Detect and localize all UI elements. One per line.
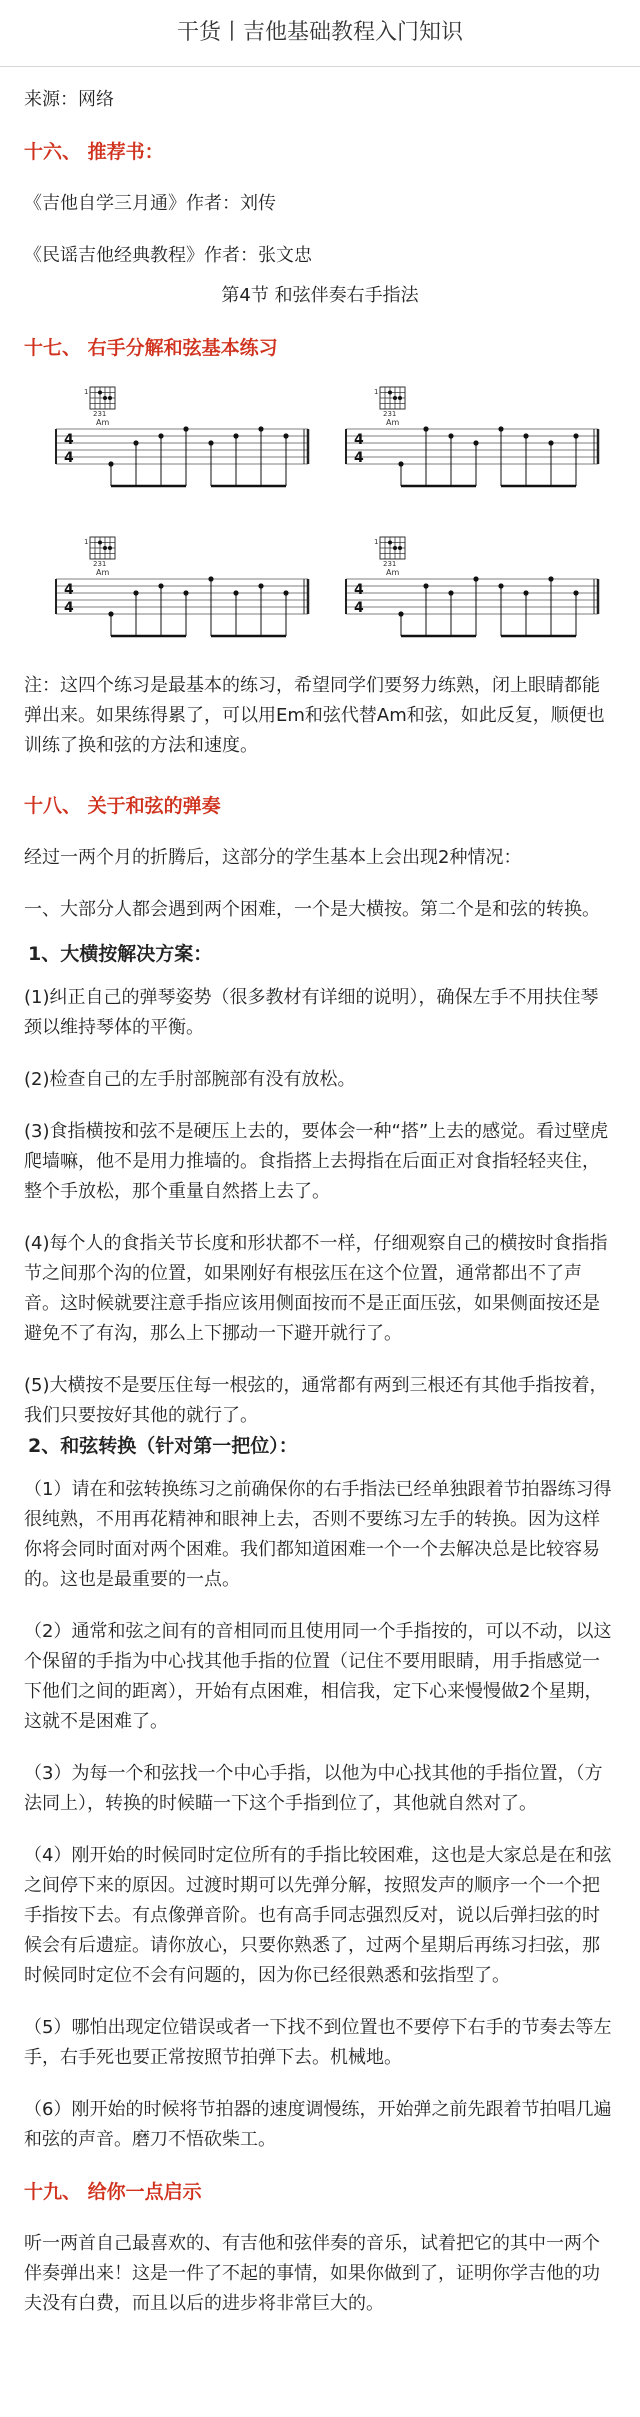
time-signature-top: 4	[64, 582, 74, 598]
chord-dot	[388, 541, 392, 545]
tab-exercises	[16, 363, 624, 653]
time-signature-bottom: 4	[64, 600, 74, 616]
time-signature-top: 4	[354, 432, 364, 448]
chord-fret-number: 1	[84, 538, 89, 546]
chord-dot	[108, 546, 112, 550]
barre-tip-1: (1)纠正自己的弹琴姿势（很多教材有详细的说明），确保左手不用扶住琴颈以维持琴体的平衡。	[24, 987, 599, 1038]
tab-exercise-2	[336, 385, 606, 510]
section-19-text: 听一两首自己最喜欢的、有吉他和弦伴奏的音乐，试着把它的其中一两个伴奏弹出来！这是一件了不起的事情，如果你做到了，证明你学吉他的功夫没有白费，而且以后的进步将非常巨大的。	[24, 2233, 600, 2314]
change-tip-2: （2）通常和弦之间有的音相同而且使用同一个手指按的，可以不动，以这个保留的手指为中心找其他手指的位置（记住不要用眼睛，用手指感觉一下他们之间的距离），开始有点困难，相信我，定下心来慢慢做2个星期，这就不是困难了。	[24, 1621, 612, 1732]
chord-dot	[108, 396, 112, 400]
change-tip-5: （5）哪怕出现定位错误或者一下找不到位置也不要停下右手的节奏去等左手，右手死也要正常按照节拍弹下去。机械地。	[24, 2017, 612, 2068]
chord-diagram-am	[374, 387, 405, 427]
book-item-2: 《民谣吉他经典教程》作者：张文忠	[24, 245, 312, 266]
chord-name: Am	[96, 418, 110, 427]
barre-tip-4: (4)每个人的食指关节长度和形状都不一样，仔细观察自己的横按时食指指节之间那个沟的位置，如果刚好有根弦压在这个位置，通常都出不了声音。这时候就要注意手指应该用侧面按而不是正面压弦，如果侧面按还是避免不了有沟，那么上下挪动一下避开就行了。	[24, 1233, 608, 1344]
time-signature-bottom: 4	[354, 600, 364, 616]
source-line: 来源：网络	[24, 89, 114, 110]
chord-dot	[98, 541, 102, 545]
change-tip-6: （6）刚开始的时候将节拍器的速度调慢练，开始弹之前先跟着节拍唱几遍和弦的声音。磨刀不悟砍柴工。	[24, 2099, 612, 2150]
chord-fret-number: 1	[84, 388, 89, 396]
time-signature-top: 4	[64, 432, 74, 448]
chord-dot	[103, 546, 107, 550]
time-signature-top: 4	[354, 582, 364, 598]
subheading-barre: 1、大横按解决方案：	[28, 943, 213, 965]
chord-dot	[393, 396, 397, 400]
chord-diagram-am	[84, 537, 115, 577]
barre-tip-2: (2)检查自己的左手肘部腕部有没有放松。	[24, 1069, 356, 1090]
lesson-title: 第4节 和弦伴奏右手指法	[221, 285, 419, 306]
chord-dot	[398, 546, 402, 550]
chord-dot	[98, 391, 102, 395]
section-18-intro-2: 一、大部分人都会遇到两个困难，一个是大横按。第二个是和弦的转换。	[24, 899, 600, 920]
chord-dot	[398, 396, 402, 400]
chord-fret-number: 1	[374, 538, 379, 546]
chord-fingering: 231	[383, 410, 397, 418]
section-16-heading: 十六、 推荐书：	[24, 141, 164, 163]
tab-exercise-1	[46, 385, 316, 510]
chord-name: Am	[386, 568, 400, 577]
change-tip-4: （4）刚开始的时候同时定位所有的手指比较困难，这也是大家总是在和弦之间停下来的原因。过渡时期可以先弹分解，按照发声的顺序一个一个把手指按下去。有点像弹音阶。也有高手同志强烈反对，说以后弹扫弦的时候会有后遗症。请你放心，只要你熟悉了，过两个星期后再练习扫弦，那时候同时定位不会有问题的，因为你已经很熟悉和弦指型了。	[24, 1845, 612, 1986]
chord-name: Am	[96, 568, 110, 577]
change-tip-1: （1）请在和弦转换练习之前确保你的右手指法已经单独跟着节拍器练习得很纯熟，不用再花精神和眼神上去，否则不要练习左手的转换。因为这样你将会同时面对两个困难。我们都知道困难一个一个去解决总是比较容易的。这也是最重要的一点。	[24, 1479, 612, 1590]
chord-dot	[388, 391, 392, 395]
book-item-1: 《吉他自学三月通》作者：刘传	[24, 193, 276, 214]
barre-tip-5: (5)大横按不是要压住每一根弦的，通常都有两到三根还有其他手指按着，我们只要按好其他的就行了。	[24, 1375, 608, 1426]
change-tip-3: （3）为每一个和弦找一个中心手指，以他为中心找其他的手指位置，（方法同上），转换的时候瞄一下这个手指到位了，其他就自然对了。	[24, 1763, 603, 1814]
chord-dot	[393, 546, 397, 550]
tab-exercise-3	[46, 535, 316, 660]
chord-name: Am	[386, 418, 400, 427]
tab-exercise-4	[336, 535, 606, 660]
tab-staff-svg	[336, 535, 606, 660]
barre-tip-3: (3)食指横按和弦不是硬压上去的，要体会一种“搭”上去的感觉。看过壁虎爬墙嘛，他不是用力推墙的。食指搭上去拇指在后面正对食指轻轻夹住，整个手放松，那个重量自然搭上去了。	[24, 1121, 609, 1202]
chord-fingering: 231	[383, 560, 397, 568]
chord-diagram-am	[84, 387, 115, 427]
exercise-note: 注：这四个练习是最基本的练习，希望同学们要努力练熟，闭上眼睛都能弹出来。如果练得累了，可以用Em和弦代替Am和弦，如此反复，顺便也训练了换和弦的方法和速度。	[24, 675, 605, 756]
section-19-heading: 十九、 给你一点启示	[24, 2181, 202, 2203]
chord-fingering: 231	[93, 560, 107, 568]
chord-fret-number: 1	[374, 388, 379, 396]
time-signature-bottom: 4	[64, 450, 74, 466]
chord-dot	[103, 396, 107, 400]
section-17-heading: 十七、 右手分解和弦基本练习	[24, 337, 278, 359]
time-signature-bottom: 4	[354, 450, 364, 466]
page-title: 干货丨吉他基础教程入门知识	[0, 0, 640, 67]
section-18-heading: 十八、 关于和弦的弹奏	[24, 795, 221, 817]
tab-staff-svg	[336, 385, 606, 510]
subheading-chord-change: 2、和弦转换（针对第一把位）：	[28, 1435, 298, 1457]
section-18-intro: 经过一两个月的折腾后，这部分的学生基本上会出现2种情况：	[24, 847, 522, 868]
tab-staff-svg	[46, 385, 316, 510]
tab-staff-svg	[46, 535, 316, 660]
chord-diagram-am	[374, 537, 405, 577]
chord-fingering: 231	[93, 410, 107, 418]
